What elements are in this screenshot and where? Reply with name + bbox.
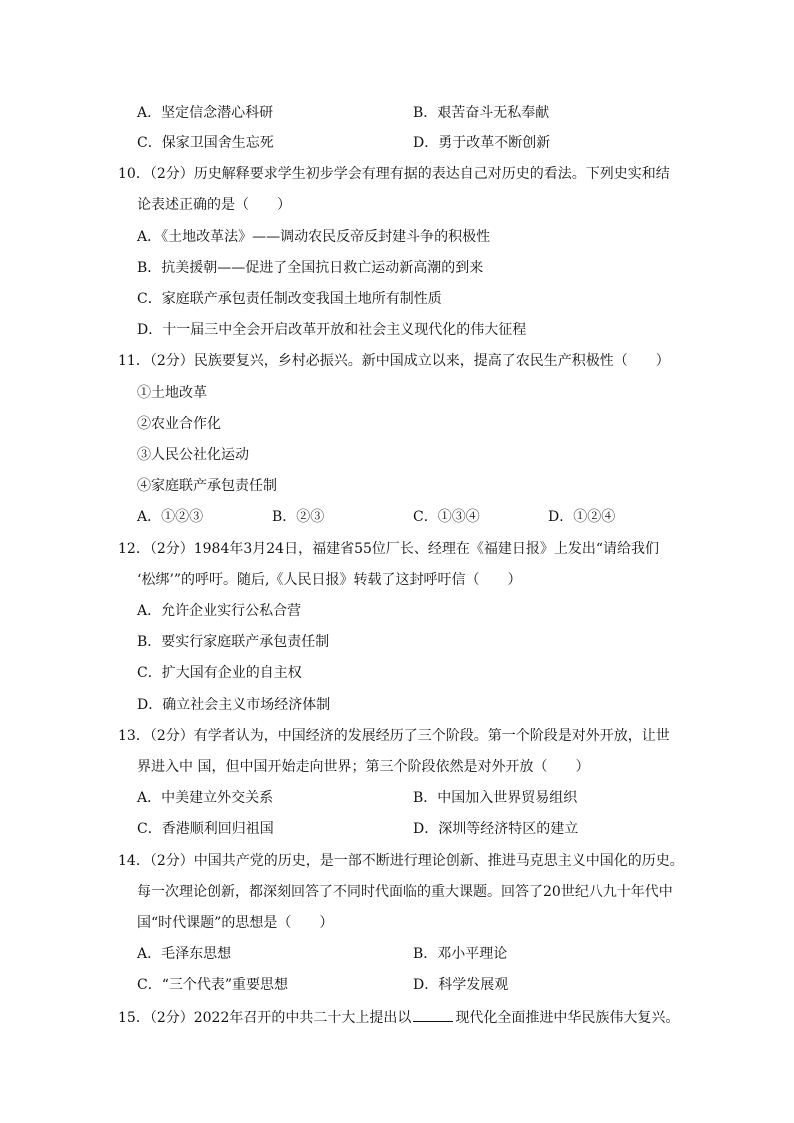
q12-stem-line2: ‘松绑’”的呼吁。随后,《人民日报》转载了这封呼吁信（ ） <box>137 572 522 588</box>
q15-stem-after-blank: 现代化全面推进中华民族伟大复兴。 <box>455 1010 680 1026</box>
q10-option-d: D．十一届三中全会开启改革开放和社会主义现代化的伟大征程 <box>137 322 527 338</box>
q14-option-b: B．邓小平理论 <box>413 946 508 962</box>
q13-option-c: C．香港顺利回归祖国 <box>137 821 274 837</box>
q14-stem-line2: 每一次理论创新，都深刻回答了不同时代面临的重大课题。回答了20世纪八九十年代中 <box>137 884 673 900</box>
q13-stem-line1: 13．（2分）有学者认为，中国经济的发展经历了三个阶段。第一个阶段是对外开放，让世 <box>118 728 670 744</box>
q14-option-c: C．“三个代表”重要思想 <box>137 977 289 993</box>
q11-item-4: ④家庭联产承包责任制 <box>137 478 277 494</box>
q10-stem-line2: 论表述正确的是（ ） <box>137 197 291 213</box>
q15-stem-before-blank: 15．（2分）2022年召开的中共二十大上提出以 <box>118 1010 412 1026</box>
q11-option-b: B．②③ <box>272 509 325 525</box>
q15-stem <box>118 1007 679 1028</box>
q13-option-a: A．中美建立外交关系 <box>137 790 274 806</box>
q12-option-d: D．确立社会主义市场经济体制 <box>137 697 331 713</box>
q11-stem: 11．（2分）民族要复兴，乡村必振兴。新中国成立以来，提高了农民生产积极性（ ） <box>118 353 670 369</box>
q11-option-c: C．①③④ <box>413 509 480 525</box>
q11-item-3: ③人民公社化运动 <box>137 447 249 463</box>
q11-option-a: A．①②③ <box>137 509 204 525</box>
q9-option-a: A．坚定信念潜心科研 <box>137 105 274 121</box>
q9-option-d: D．勇于改革不断创新 <box>413 135 551 151</box>
q10-stem-line1: 10．（2分）历史解释要求学生初步学会有理有据的表达自己对历史的看法。下列史实和结 <box>118 166 670 182</box>
q12-option-c: C．扩大国有企业的自主权 <box>137 665 302 681</box>
q12-stem-line1: 12．（2分）1984年3月24日，福建省55位厂长、经理在《福建日报》上发出“请给我们 <box>118 541 660 557</box>
q9-option-c: C．保家卫国舍生忘死 <box>137 135 274 151</box>
q10-option-a: A．《土地改革法》——调动农民反帝反封建斗争的积极性 <box>137 229 491 245</box>
q10-option-c: C．家庭联产承包责任制改变我国土地所有制性质 <box>137 291 442 307</box>
q14-option-a: A．毛泽东思想 <box>137 946 232 962</box>
q13-option-d: D．深圳等经济特区的建立 <box>413 821 579 837</box>
q13-option-b: B．中国加入世界贸易组织 <box>413 790 578 806</box>
q13-stem-line2: 界进入中 国，但中国开始走向世界；第三个阶段依然是对外开放（ ） <box>137 759 590 775</box>
q12-option-a: A．允许企业实行公私合营 <box>137 603 302 619</box>
q14-stem-line3: 国“时代课题”的思想是（ ） <box>137 915 334 931</box>
q12-option-b: B．要实行家庭联产承包责任制 <box>137 634 330 650</box>
q15-answer-blank <box>413 1007 453 1022</box>
q14-stem-line1: 14．（2分）中国共产党的历史，是一部不断进行理论创新、推进马克思主义中国化的历史。 <box>118 853 684 869</box>
q9-option-b: B．艰苦奋斗无私奉献 <box>413 105 550 121</box>
q11-item-1: ①土地改革 <box>137 385 207 401</box>
q10-option-b: B．抗美援朝——促进了全国抗日救亡运动新高潮的到来 <box>137 260 484 276</box>
q11-option-d: D．①②④ <box>548 509 616 525</box>
q11-item-2: ②农业合作化 <box>137 416 221 432</box>
q14-option-d: D．科学发展观 <box>413 977 509 993</box>
